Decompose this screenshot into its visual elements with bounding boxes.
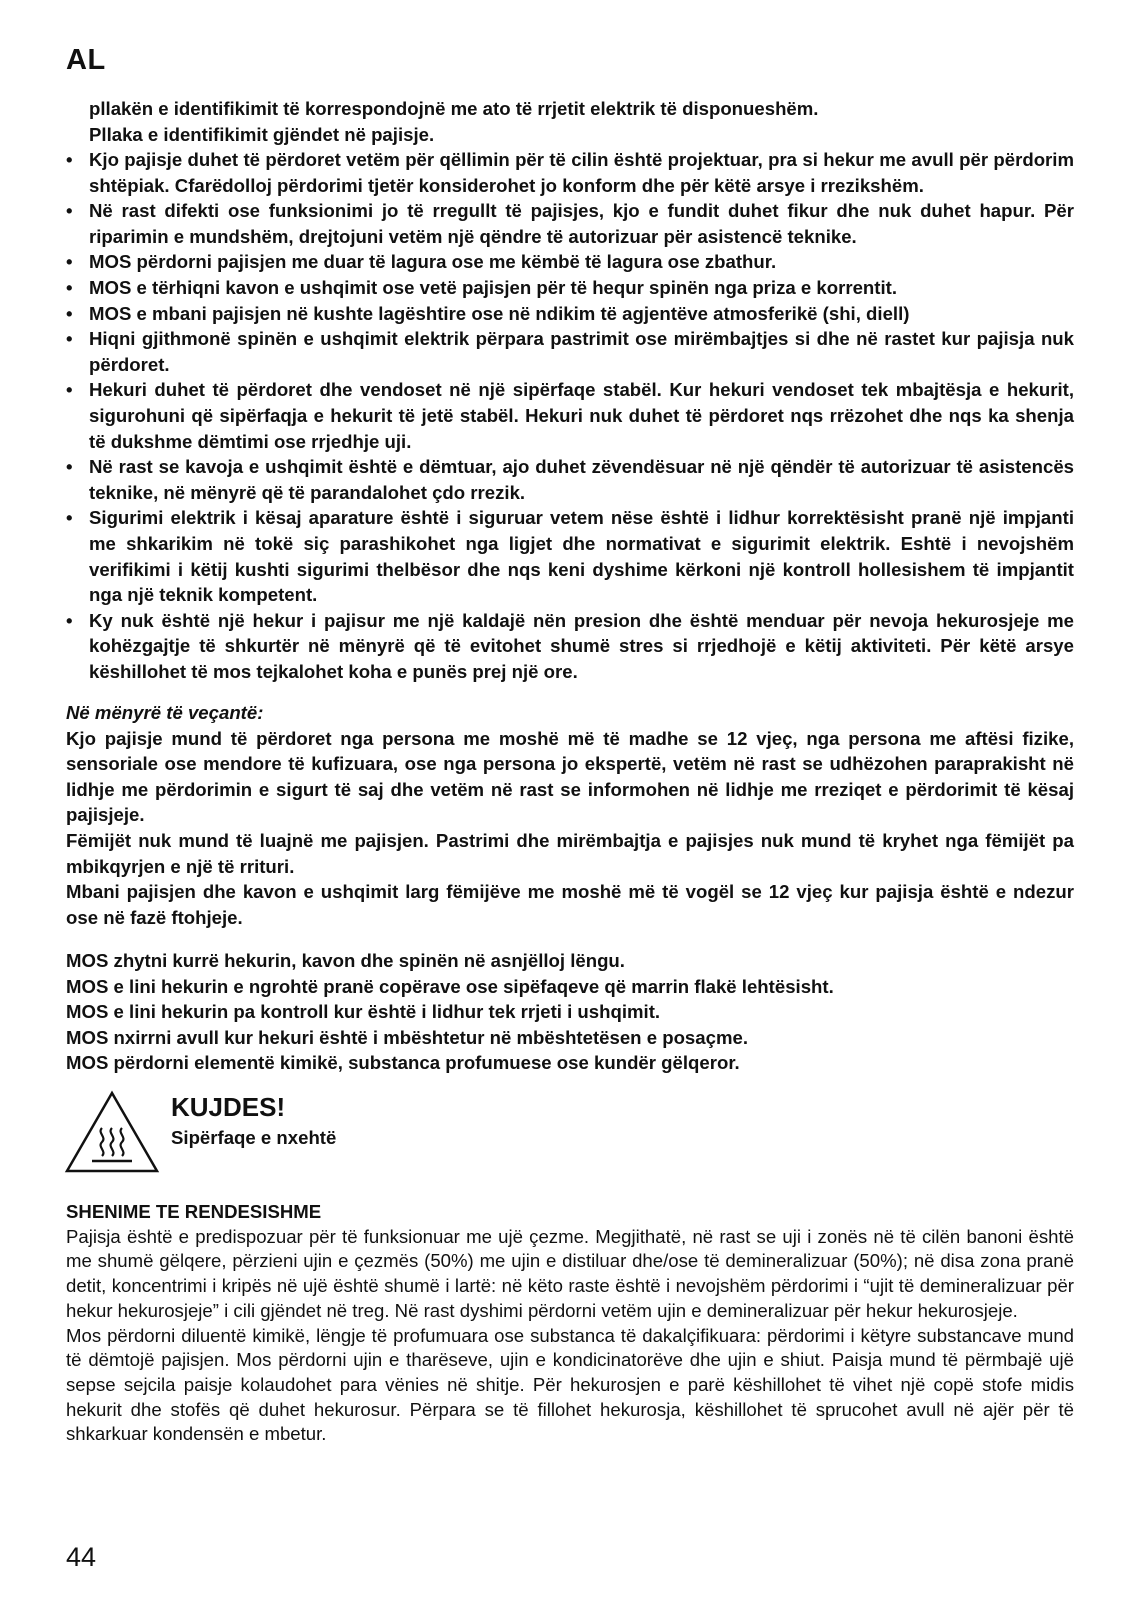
bullet-text: Sigurimi elektrik i kësaj aparature është i siguruar vetem nëse është i lidhur korrektësisht pranë një impjanti me shkarikim në tokë siç parashikohet nga ligjet dhe normativat e sigurimit elektrik. Eshtë i nevojshëm verifikimi i këtij kushti sigurimi thelbësor dhe nqs keni dyshime kërkoni një kontroll hollesishem të impjantit nga një teknik kompetent. [89,507,1074,606]
warning-title: KUJDES! [171,1092,286,1122]
bullet-icon: • [66,379,73,401]
bullet-icon: • [66,200,73,222]
special-paragraph: Mbani pajisjen dhe kavon e ushqimit larg fëmijëve me moshë më të vogël se 12 vjeç kur pajisja është e ndezur ose në fazë ftohjeje. [66,881,1074,928]
list-item [66,198,1074,249]
special-heading: Në mënyrë të veçantë: [66,702,264,723]
bullet-text: Hiqni gjithmonë spinën e ushqimit elektrik përpara pastrimit ose mirëmbajtjes si dhe në rastet kur pajisja nuk përdoret. [89,328,1074,375]
special-paragraph: Fëmijët nuk mund të luajnë me pajisjen. Pastrimi dhe mirëmbajtja e pajisjes nuk mund të kryhet nga fëmijët pa mbikqyrjen e një të rrituri. [66,829,1074,877]
mos-line: MOS nxirrni avull kur hekuri është i mbështetur në mbështetësen e posaçme. [66,1026,748,1048]
list-item [66,147,1074,198]
mos-line: MOS zhytni kurrë hekurin, kavon dhe spinën në asnjëlloj lëngu. [66,950,625,971]
bullet-text: MOS e tërhiqni kavon e ushqimit ose vetë pajisjen për të hequr spinën nga priza e korrentit. [89,276,897,298]
list-item [66,301,1074,327]
warning-subtitle: Sipërfaqe e nxehtë [171,1127,337,1148]
hot-surface-warning-icon [64,1090,160,1174]
safety-bullet-list [66,147,1074,684]
bullet-icon: • [66,302,73,324]
mos-line: MOS e lini hekurin e ngrohtë pranë copërave ose sipëfaqeve që marrin flakë lehtësisht. [66,975,834,997]
intro-line: pllakën e identifikimit të korrespondojnë me ato të rrjetit elektrik të disponueshëm. [89,98,819,119]
bullet-icon: • [66,456,73,478]
list-item [66,275,1074,301]
important-notes [66,1200,1074,1447]
mos-line: MOS përdorni elementë kimikë, substanca profumuese ose kundër gëlqeror. [66,1052,740,1074]
intro-line: Pllaka e identifikimit gjëndet në pajisje. [89,123,435,145]
bullet-icon: • [66,609,73,631]
bullet-icon: • [66,276,73,298]
notes-paragraph: Pajisja është e predispozuar për të funksionuar me ujë çezme. Megjithatë, në rast se uji i zonës në të cilën banoni është me shumë gëlqere, përzieni ujin e çezmës (50%) me ujin e distiluar dhe/ose të demineralizuar (50%); në disa zona pranë detit, koncentrimi i kripës në ujë është shumë i lartë: në këto raste është i nevojshëm përdorimi i “ujit të demineralizuar për hekur hekurosjeje” i cili gjëndet në treg. Në rast dyshimi përdorni vetëm ujin e demineralizuar për hekur hekurosjeje. [66,1225,1074,1321]
bullet-text: Në rast se kavoja e ushqimit është e dëmtuar, ajo duhet zëvendësuar në një qëndër të autorizuar të asistencës teknike, në mënyrë që të parandalohet çdo rrezik. [89,456,1074,503]
bullet-text: Ky nuk është një hekur i pajisur me një kaldajë nën presion dhe është menduar për nevoja hekurosjeje me kohëzgajtje të shkurtër në mënyrë që të evitohet shumë stres si rrjedhojë e këtij aktiviteti. Për këtë arsye këshillohet të mos tejkalohet koha e punës prej një ore. [89,609,1074,682]
page-number: 44 [66,1542,97,1572]
list-item [66,377,1074,454]
bullet-icon: • [66,149,73,170]
special-paragraph: Kjo pajisje mund të përdoret nga persona me moshë më të madhe se 12 vjeç, nga persona me aftësi fizike, sensoriale ose mendore të kufizuara, ose nga persona jo ekspertë, vetëm në rast se udhëzohen paraprakisht në lidhje me përdorimin e sigurt të saj dhe vetëm në rast se informohen në lidhje me rreziqet e përdorimit të kësaj pajisjeje. [66,727,1074,826]
list-item [66,326,1074,377]
list-item [66,505,1074,607]
notes-heading: SHENIME TE RENDESISHME [66,1201,322,1222]
bullet-text: Kjo pajisje duhet të përdoret vetëm për qëllimin për të cilin është projektuar, pra si hekur me avull për përdorim shtëpiak. Cfarëdolloj përdorimi tjetër konsiderohet jo konform dhe për këtë arsye i rrezikshëm. [89,149,1074,196]
bullet-text: Hekuri duhet të përdoret dhe vendoset në një sipërfaqe stabël. Kur hekuri vendoset tek mbajtësja e hekurit, sigurohuni që sipërfaqja e hekurit të jetë stabël. Hekuri nuk duhet të përdoret nqs rrëzohet dhe nqs ka shenja të dukshme dëmtimi ose rrjedhje uji. [89,379,1074,452]
bullet-text: MOS e mbani pajisjen në kushte lagështire ose në ndikim të agjentëve atmosferikë (shi, diell) [89,302,910,324]
list-item [66,249,1074,275]
mos-warnings [66,948,1074,1076]
bullet-icon: • [66,507,73,529]
bullet-icon: • [66,251,73,273]
list-item [66,454,1074,505]
bullet-text: Në rast difekti ose funksionimi jo të rregullt të pajisjes, kjo e fundit duhet fikur dhe nuk duhet hapur. Për riparimin e mundshëm, drejtojuni vetëm një qëndre të autorizuar për asistencë teknike. [89,200,1074,247]
mos-line: MOS e lini hekurin pa kontroll kur është i lidhur tek rrjeti i ushqimit. [66,1001,661,1023]
list-item [66,608,1074,685]
language-code: AL [66,44,106,76]
intro-text [89,96,1074,147]
bullet-text: MOS përdorni pajisjen me duar të lagura ose me këmbë të lagura ose zbathur. [89,251,777,273]
special-section [66,700,1074,930]
bullet-icon: • [66,328,73,350]
notes-paragraph: Mos përdorni diluentë kimikë, lëngje të profumuara ose substanca të dakalçifikuara: përdorimi i këtyre substancave mund të dëmtojë pajisjen. Mos përdorni ujin e tharëseve, ujin e kondicinatorëve dhe ujin e shiut. Paisja mund të përmbajë ujë sepse sejcila paisje kolaudohet para vënies në shitje. Për hekurosjen e parë këshillohet të vihet një copë stofe midis hekurit dhe stofës që duhet hekurosur. Përpara se të fillohet hekurosja, këshillohet të sprucohet avull në ajër për të shkarkuar kondensën e mbetur. [66,1324,1074,1445]
